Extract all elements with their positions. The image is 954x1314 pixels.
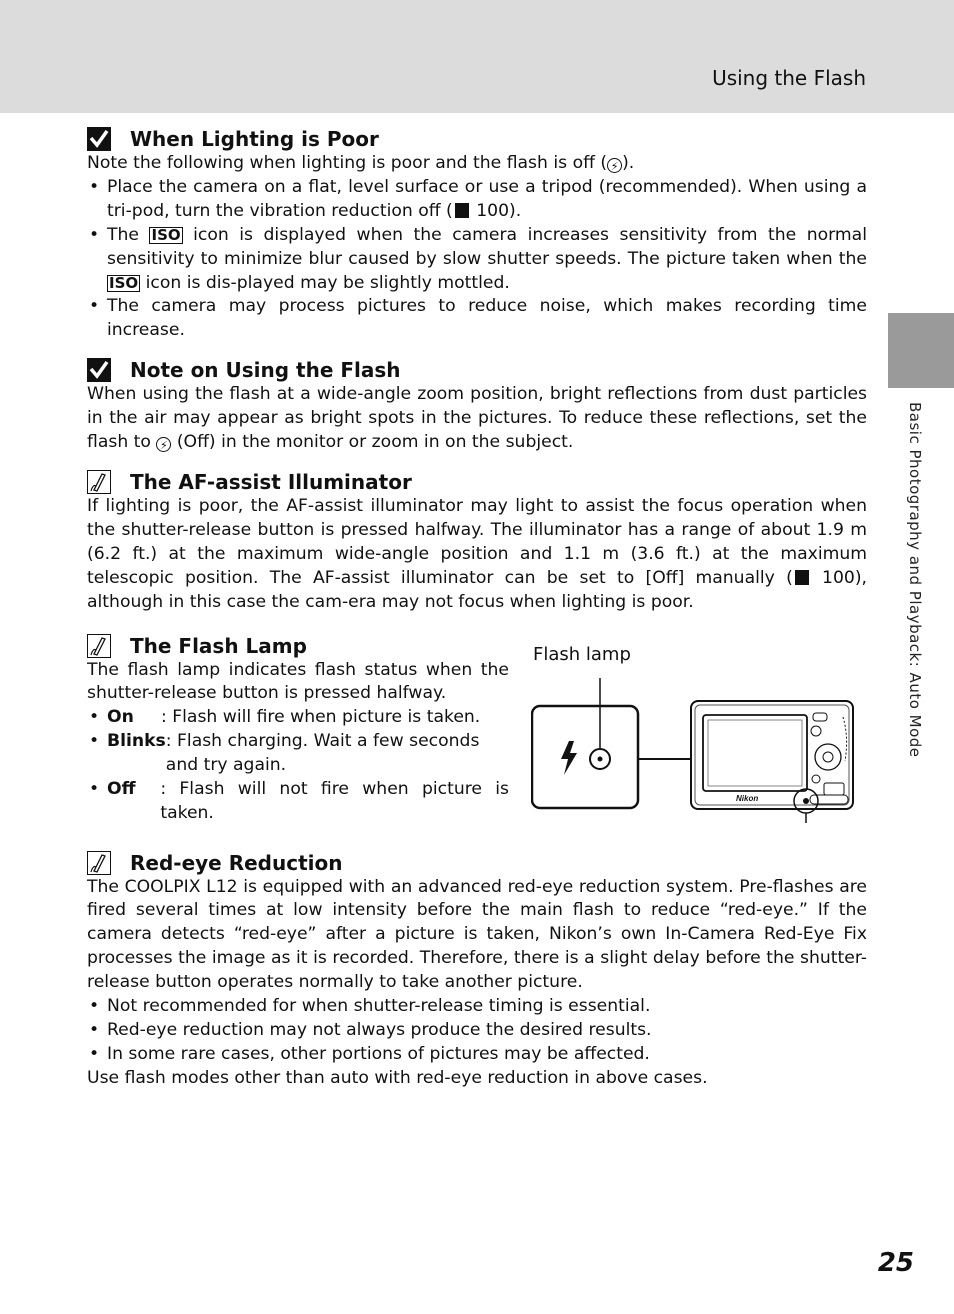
page-reference-icon (795, 570, 809, 585)
bullet-list (87, 995, 867, 1067)
section-note-flash (87, 357, 867, 455)
paragraph: When using the flash at a wide-angle zoom position, bright reflections from dust particles in the air may appear as bright spots in the pictures. To reduce these reflections, set the flash to ⚡ (Off) in the monitor or zoom in on the subject. (87, 384, 867, 453)
section-heading (87, 126, 867, 152)
section-heading (87, 850, 867, 876)
bullet-list (87, 176, 867, 343)
paragraph: The flash lamp indicates flash status when the shutter-release button is pressed halfway. (87, 659, 509, 704)
header-title: Using the Flash (712, 66, 866, 90)
paragraph: The COOLPIX L12 is equipped with an advanced red-eye reduction system. Pre-flashes are fired several times at low intensity before the main flash to reduce “red-eye.” If the camera detects “red-eye” after a picture is taken, Nikon’s own In-Camera Red-Eye Fix processes the image as it is recorded. Therefore, there is a slight delay before the shutter-release button operates normally to take another picture. (87, 876, 867, 993)
flash-off-icon: ⚡ (607, 158, 622, 173)
page-header (0, 0, 954, 113)
figure-label: Flash lamp (533, 643, 631, 665)
section-flash-lamp (87, 633, 867, 838)
page-number: 25 (877, 1248, 914, 1278)
section-heading (87, 633, 509, 659)
list-item: • In some rare cases, other portions of pictures may be affected. (87, 1043, 867, 1067)
note-pencil-icon (87, 851, 111, 875)
section-lighting-poor (87, 126, 867, 343)
section-red-eye (87, 850, 867, 1091)
note-pencil-icon (87, 470, 111, 494)
check-icon (87, 127, 111, 151)
chapter-label: Basic Photography and Playback: Auto Mode (906, 402, 924, 758)
list-item: • Off : Flash will not fire when picture is taken. (87, 778, 509, 826)
list-item: • The ISO icon is displayed when the camera increases sensitivity from the normal sensitivity to minimize blur caused by slow shutter speeds. The picture taken when the ISO icon is dis-played may be slightly mottled. (87, 224, 867, 296)
list-item: • Not recommended for when shutter-release timing is essential. (87, 995, 867, 1019)
high-iso-icon: ISO (151, 225, 181, 244)
flash-lamp-text (87, 633, 509, 826)
section-heading (87, 469, 867, 495)
camera-figure (531, 633, 867, 823)
chapter-tab (888, 313, 954, 388)
heading-text: Note on Using the Flash (130, 358, 401, 383)
camera-illustration (531, 633, 867, 823)
paragraph: Note the following when lighting is poor and the flash is off ( ⚡ ). (87, 153, 635, 173)
list-item: • Red-eye reduction may not always produce the desired results. (87, 1019, 867, 1043)
note-pencil-icon (87, 634, 111, 658)
brand-logo: Nikon (736, 793, 759, 803)
paragraph: Use flash modes other than auto with red-eye reduction in above cases. (87, 1067, 708, 1088)
heading-text: When Lighting is Poor (130, 127, 379, 151)
section-af-assist (87, 469, 867, 615)
list-item: • Blinks : Flash charging. Wait a few seconds and try again. (87, 730, 509, 778)
list-item: • On : Flash will fire when picture is taken. (87, 706, 509, 730)
high-iso-icon: ISO (109, 273, 139, 292)
status-list (87, 706, 509, 826)
list-item: • The camera may process pictures to reduce noise, which makes recording time increase. (87, 295, 867, 343)
check-icon (87, 358, 111, 382)
heading-text: Red-eye Reduction (130, 850, 343, 875)
paragraph: If lighting is poor, the AF-assist illuminator may light to assist the focus operation when the shutter-release button is pressed halfway. The illuminator has a range of about 1.9 m (6.2 ft.) at the maximum wide-angle position and 1.1 m (3.6 ft.) at the maximum telescopic position. The AF-assist illuminator can be set to [Off] manually ( 100), although in this case the cam-era may not focus when lighting is poor. (87, 495, 867, 612)
page-content (87, 126, 867, 1101)
flash-off-icon: ⚡ (156, 437, 171, 452)
page-reference-icon (455, 203, 469, 218)
heading-text: The AF-assist Illuminator (130, 469, 412, 494)
list-item: • Place the camera on a flat, level surface or use a tripod (recommended). When using a tri-pod, turn the vibration reduction off ( 100). (87, 176, 867, 224)
section-heading (87, 357, 867, 383)
heading-text: The Flash Lamp (130, 633, 307, 658)
